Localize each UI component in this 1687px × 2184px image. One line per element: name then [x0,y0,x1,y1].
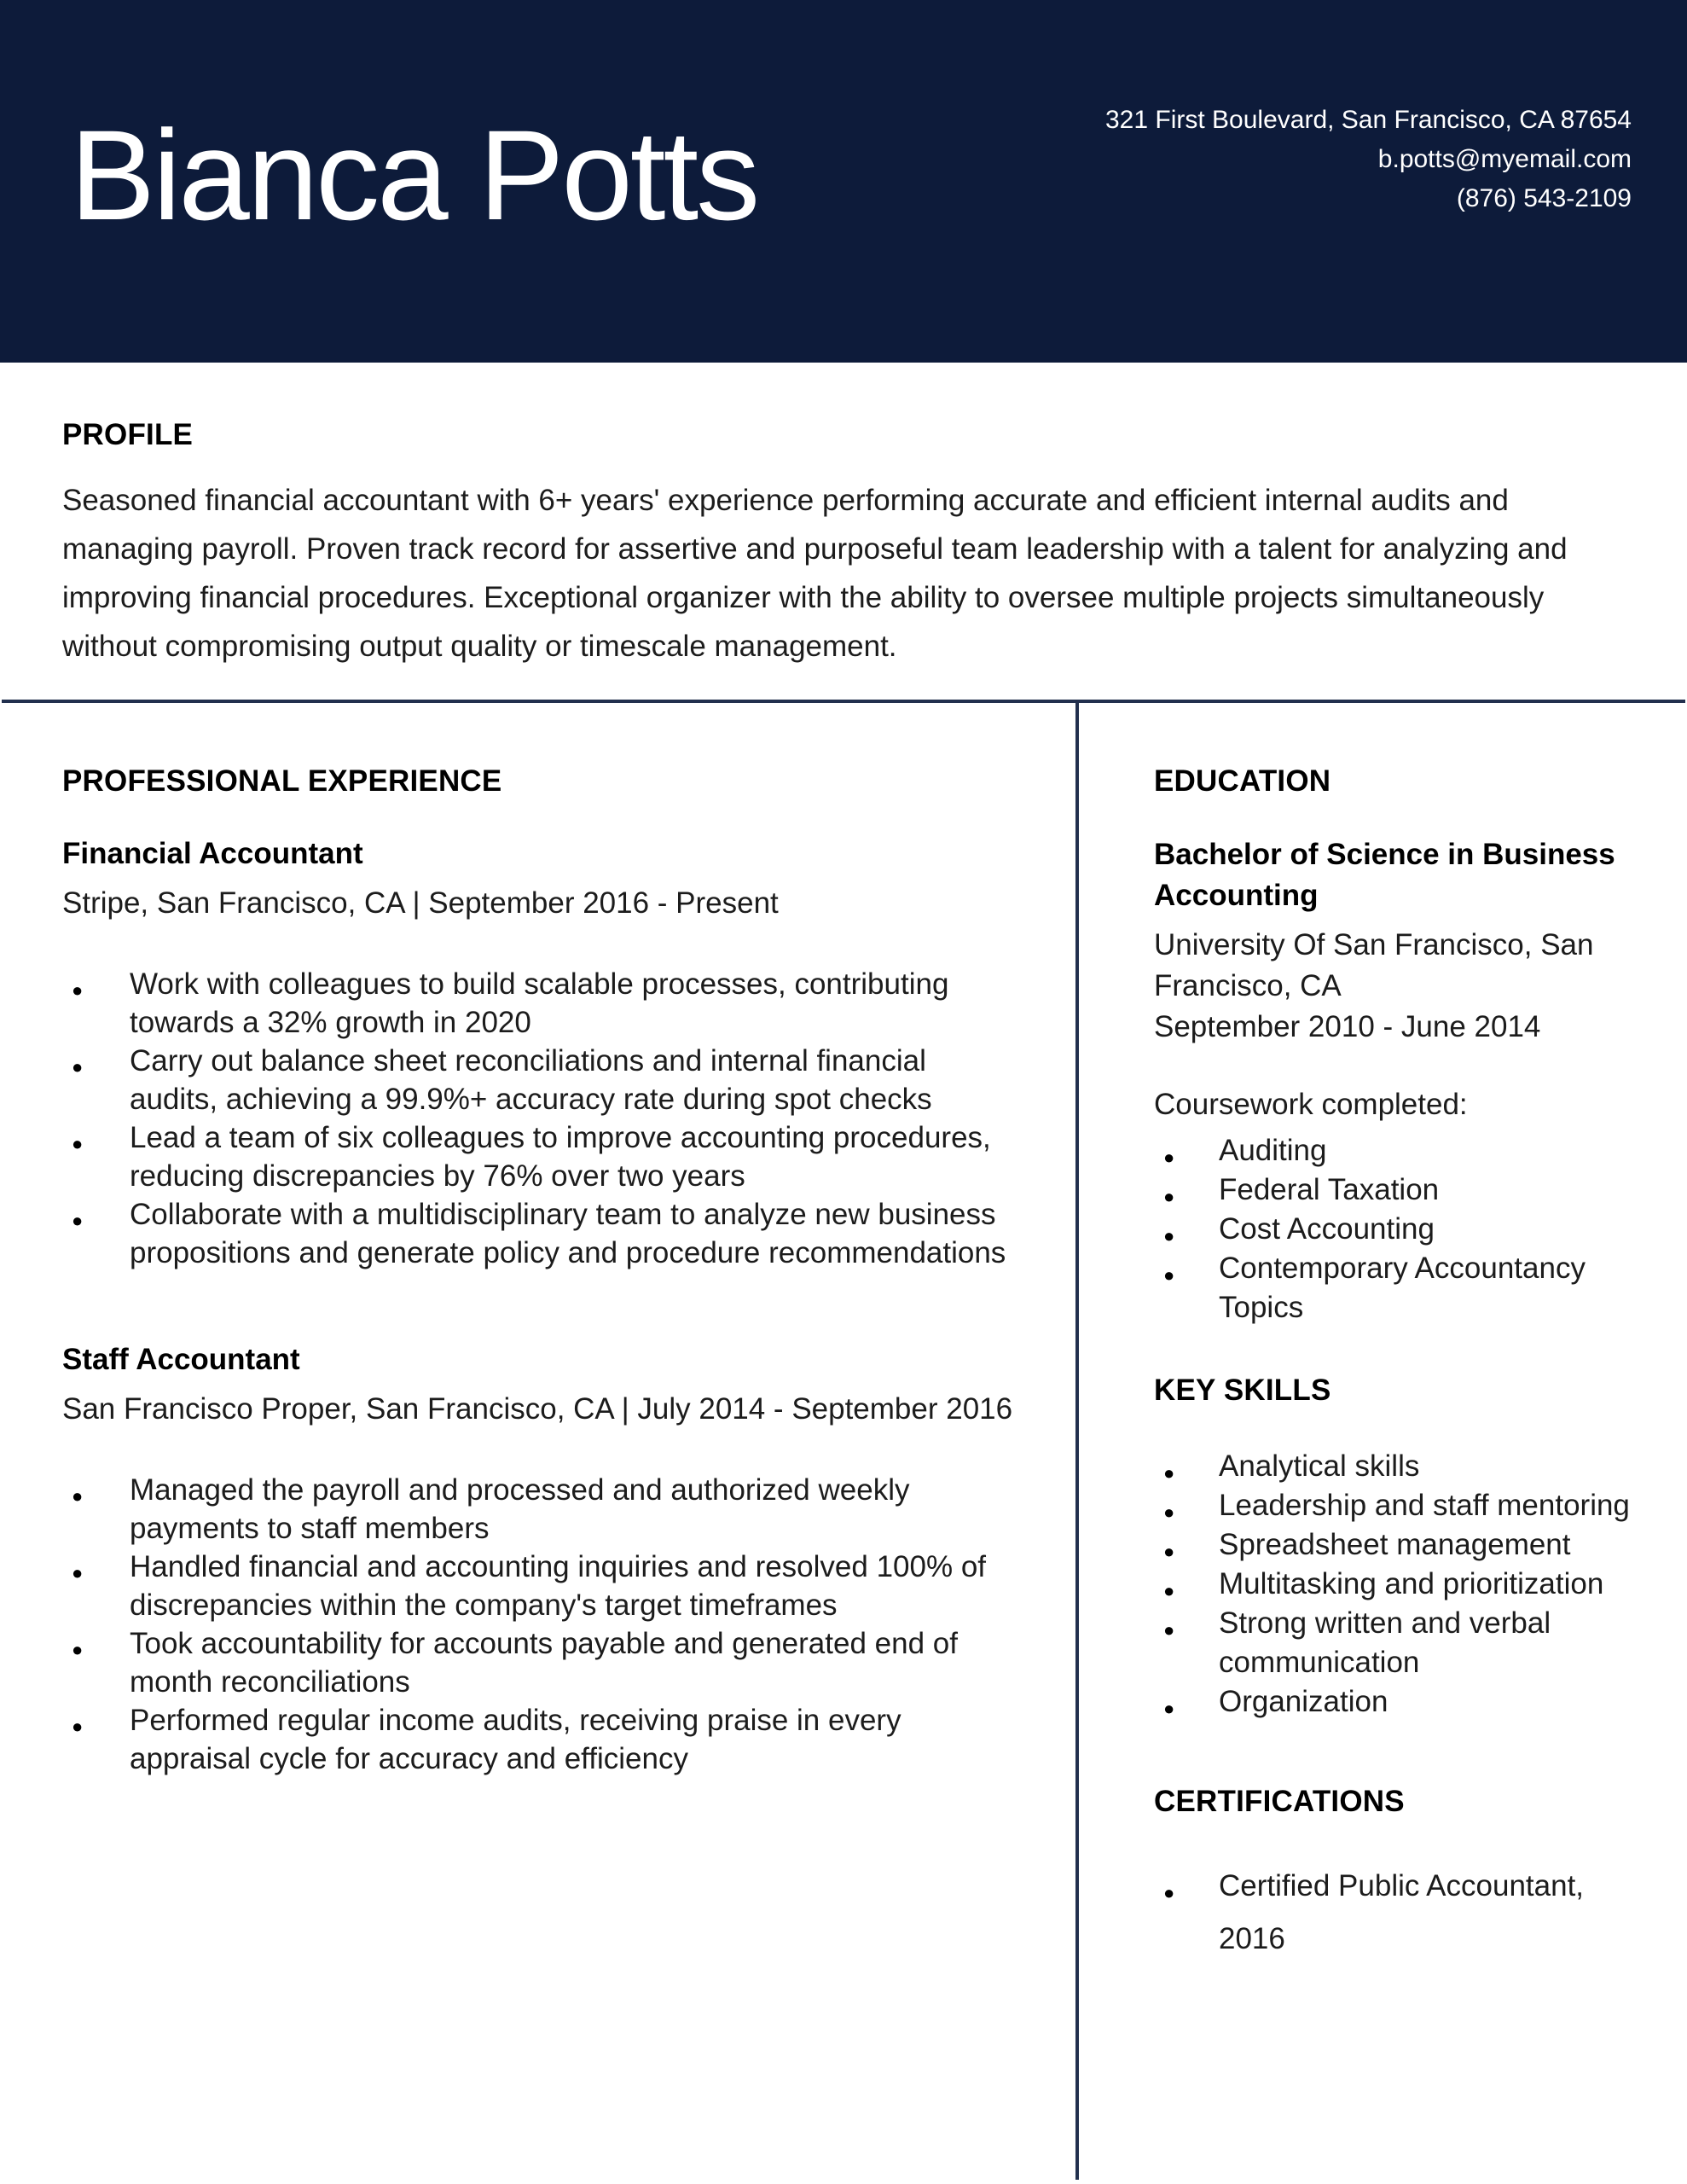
coursework-label: Coursework completed: [1154,1088,1468,1121]
education-school: University Of San Francisco, San Francisco, CA [1154,928,1594,1002]
header-band [0,0,1687,363]
certifications-list [1154,1860,1632,1966]
profile-section [62,416,1572,671]
job-bullet: ● Work with colleagues to build scalable processes, contributing towards a 32% growth in 2020 [62,965,1016,1042]
skill-item: ● Strong written and verbal communication [1154,1604,1632,1682]
two-column-body [0,703,1687,2180]
experience-heading: PROFESSIONAL EXPERIENCE [62,764,502,798]
job-bullet: ● Collaborate with a multidisciplinary team to analyze new business propositions and generate policy and procedure recommendations [62,1195,1016,1272]
certification-item: ● Certified Public Accountant, 2016 [1154,1860,1632,1966]
skill-item: ● Spreadsheet management [1154,1525,1632,1565]
job-meta: San Francisco Proper, San Francisco, CA | July 2014 - September 2016 [62,1392,1013,1426]
coursework-item: ● Federal Taxation [1154,1170,1632,1210]
education-school-dates [1154,925,1632,1048]
coursework-item: ● Contemporary Accountancy Topics [1154,1249,1632,1327]
coursework-list [1154,1131,1632,1327]
profile-heading: PROFILE [62,418,194,451]
job-title: Staff Accountant [62,1343,300,1376]
education-heading: EDUCATION [1154,764,1331,798]
profile-summary: Seasoned financial accountant with 6+ years' experience performing accurate and efficient internal audits and managing payroll. Proven track record for assertive and purposeful team leadership with a talent for analyzing and improving financial procedures. Exceptional organizer with the ability to oversee multiple projects simultaneously without compromising output quality or timescale management. [62,484,1568,663]
contact-block [1105,101,1632,363]
job-meta: Stripe, San Francisco, CA | September 2016 - Present [62,886,779,920]
person-name: Bianca Potts [70,103,758,247]
contact-email: b.potts@myemail.com [1377,145,1632,173]
contact-phone: (876) 543-2109 [1456,184,1632,212]
certifications-heading: CERTIFICATIONS [1154,1785,1405,1818]
job-bullet: ● Performed regular income audits, receiving praise in every appraisal cycle for accuracy and efficiency [62,1701,1016,1778]
coursework-item: ● Auditing [1154,1131,1632,1170]
job-entry [62,1340,1016,1778]
key-skills-heading: KEY SKILLS [1154,1374,1331,1407]
job-bullet-list [62,1471,1016,1778]
job-bullet: ● Lead a team of six colleagues to improve accounting procedures, reducing discrepancies by 76% over two years [62,1118,1016,1195]
job-title: Financial Accountant [62,837,363,870]
sidebar-column [1079,703,1687,2180]
skill-item: ● Multitasking and prioritization [1154,1565,1632,1604]
education-degree: Bachelor of Science in Business Accounting [1154,838,1615,912]
contact-address: 321 First Boulevard, San Francisco, CA 87654 [1105,106,1632,134]
job-bullet-list [62,965,1016,1272]
skill-item: ● Organization [1154,1682,1632,1722]
job-bullet: ● Took accountability for accounts payable and generated end of month reconciliations [62,1624,1016,1701]
job-bullet: ● Carry out balance sheet reconciliations and internal financial audits, achieving a 99.9%+ accuracy rate during spot checks [62,1042,1016,1118]
job-bullet: ● Handled financial and accounting inquiries and resolved 100% of discrepancies within the company's target timeframes [62,1548,1016,1624]
coursework-item: ● Cost Accounting [1154,1210,1632,1249]
skill-item: ● Leadership and staff mentoring [1154,1486,1632,1525]
key-skills-list [1154,1447,1632,1722]
education-dates: September 2010 - June 2014 [1154,1010,1541,1043]
job-bullet: ● Managed the payroll and processed and authorized weekly payments to staff members [62,1471,1016,1548]
skill-item: ● Analytical skills [1154,1447,1632,1486]
experience-column [0,703,1075,2180]
job-entry [62,834,1016,1272]
